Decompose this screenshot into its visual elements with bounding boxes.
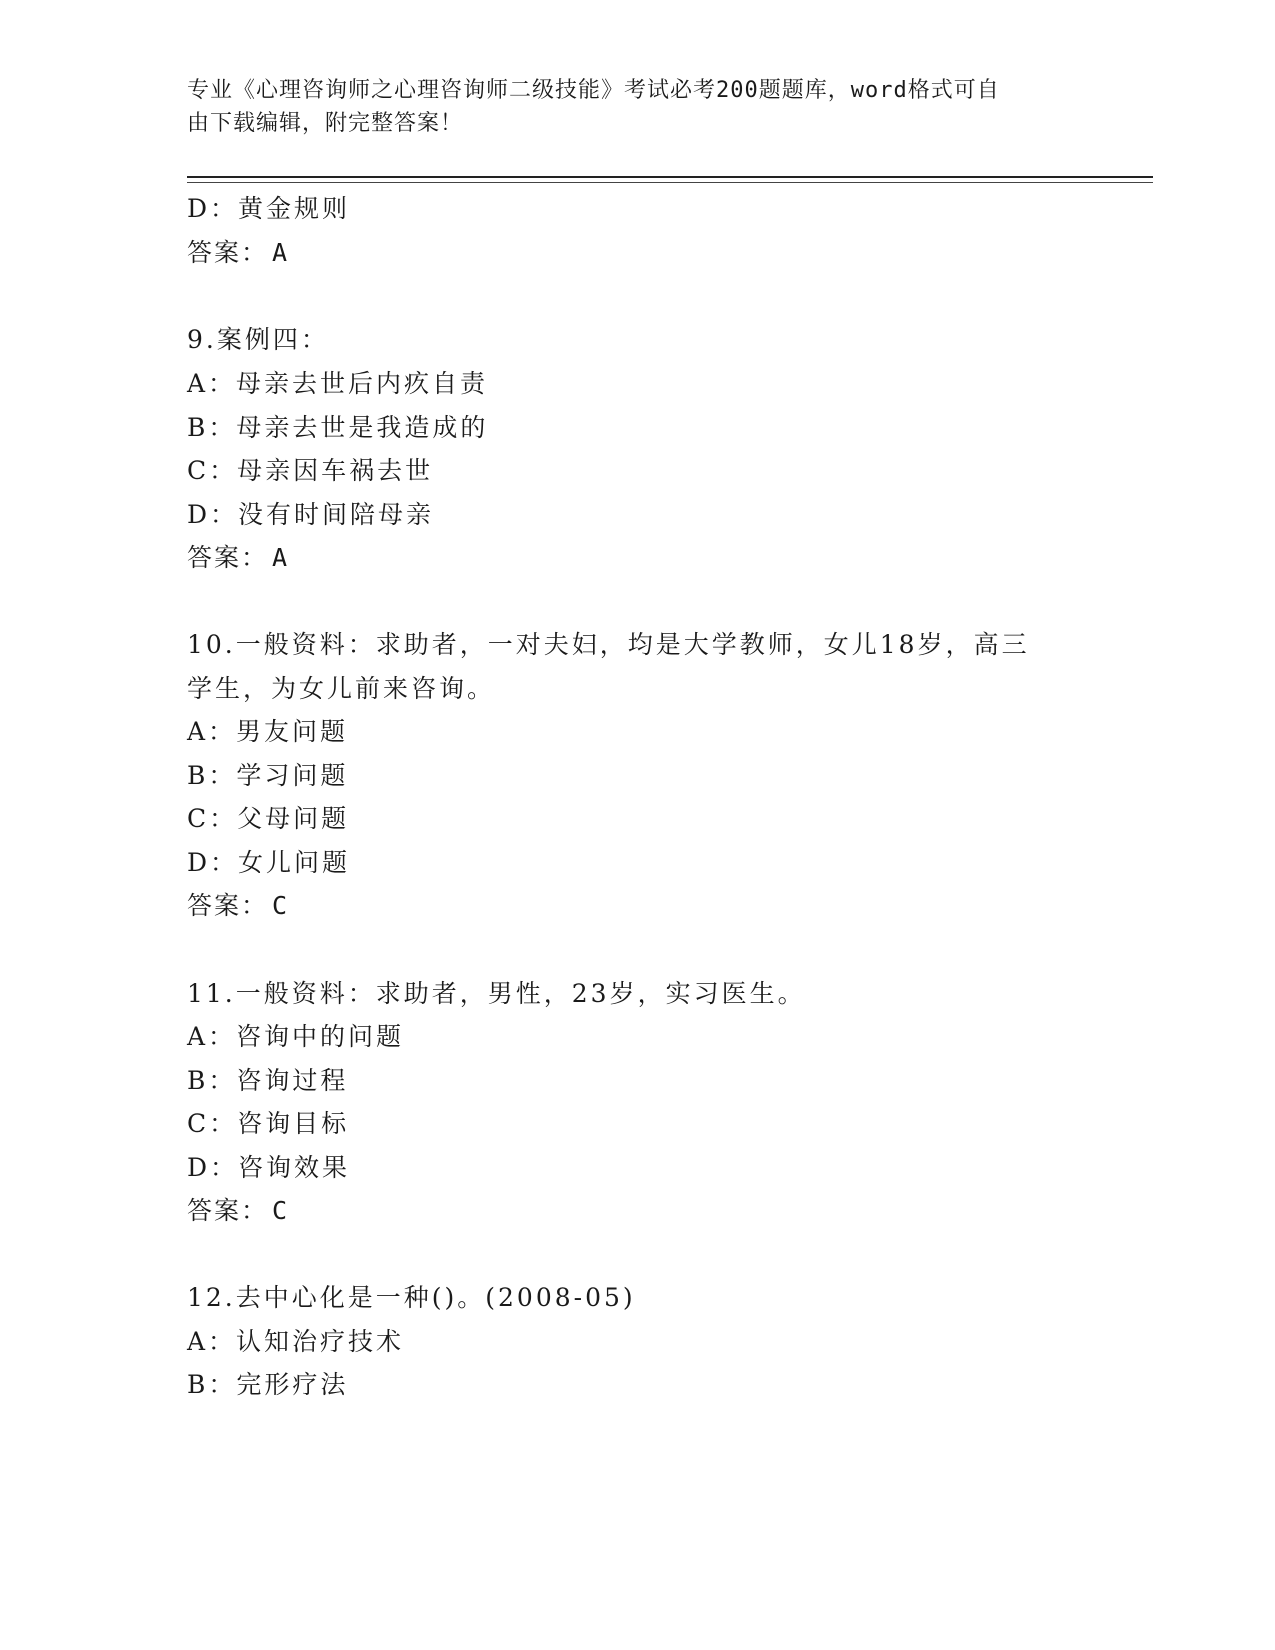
question-stem: 10.一般资料：求助者，一对夫妇，均是大学教师，女儿18岁，高三 bbox=[187, 630, 1030, 659]
answer-label: 答案： bbox=[187, 1196, 269, 1225]
option-d: D：黄金规则 bbox=[187, 194, 351, 223]
option-d: D：女儿问题 bbox=[187, 848, 351, 877]
header-line-2: 由下载编辑，附完整答案！ bbox=[187, 111, 464, 136]
option-d: D：没有时间陪母亲 bbox=[187, 500, 435, 529]
document-header bbox=[187, 74, 1067, 140]
option-a: A：男友问题 bbox=[187, 717, 349, 746]
option-b: B：咨询过程 bbox=[187, 1066, 349, 1095]
answer-value: A bbox=[272, 543, 290, 572]
answer-line bbox=[187, 891, 289, 921]
answer-label: 答案： bbox=[187, 891, 269, 920]
option-c: C：母亲因车祸去世 bbox=[187, 456, 434, 485]
header-divider-thin bbox=[187, 182, 1153, 183]
header-divider-thick bbox=[187, 176, 1153, 178]
option-d: D：咨询效果 bbox=[187, 1153, 351, 1182]
answer-value: A bbox=[272, 238, 290, 267]
answer-value: C bbox=[272, 891, 290, 920]
option-c: C：咨询目标 bbox=[187, 1109, 350, 1138]
question-stem-continued: 学生，为女儿前来咨询。 bbox=[187, 674, 496, 703]
option-a: A：咨询中的问题 bbox=[187, 1022, 405, 1051]
option-b: B：学习问题 bbox=[187, 761, 349, 790]
option-a: A：认知治疗技术 bbox=[187, 1327, 405, 1356]
answer-line bbox=[187, 543, 289, 573]
answer-value: C bbox=[272, 1196, 290, 1225]
header-line-1: 专业《心理咨询师之心理咨询师二级技能》考试必考200题题库，word格式可自 bbox=[187, 78, 1000, 103]
question-stem: 9.案例四： bbox=[187, 325, 329, 354]
answer-label: 答案： bbox=[187, 543, 269, 572]
answer-line bbox=[187, 1196, 289, 1226]
option-a: A：母亲去世后内疚自责 bbox=[187, 369, 489, 398]
option-c: C：父母问题 bbox=[187, 804, 350, 833]
question-stem: 11.一般资料：求助者，男性，23岁，实习医生。 bbox=[187, 979, 806, 1008]
answer-line bbox=[187, 238, 289, 268]
question-stem: 12.去中心化是一种()。(2008-05) bbox=[187, 1283, 636, 1312]
option-b: B：母亲去世是我造成的 bbox=[187, 413, 489, 442]
option-b: B：完形疗法 bbox=[187, 1370, 349, 1399]
answer-label: 答案： bbox=[187, 238, 269, 267]
